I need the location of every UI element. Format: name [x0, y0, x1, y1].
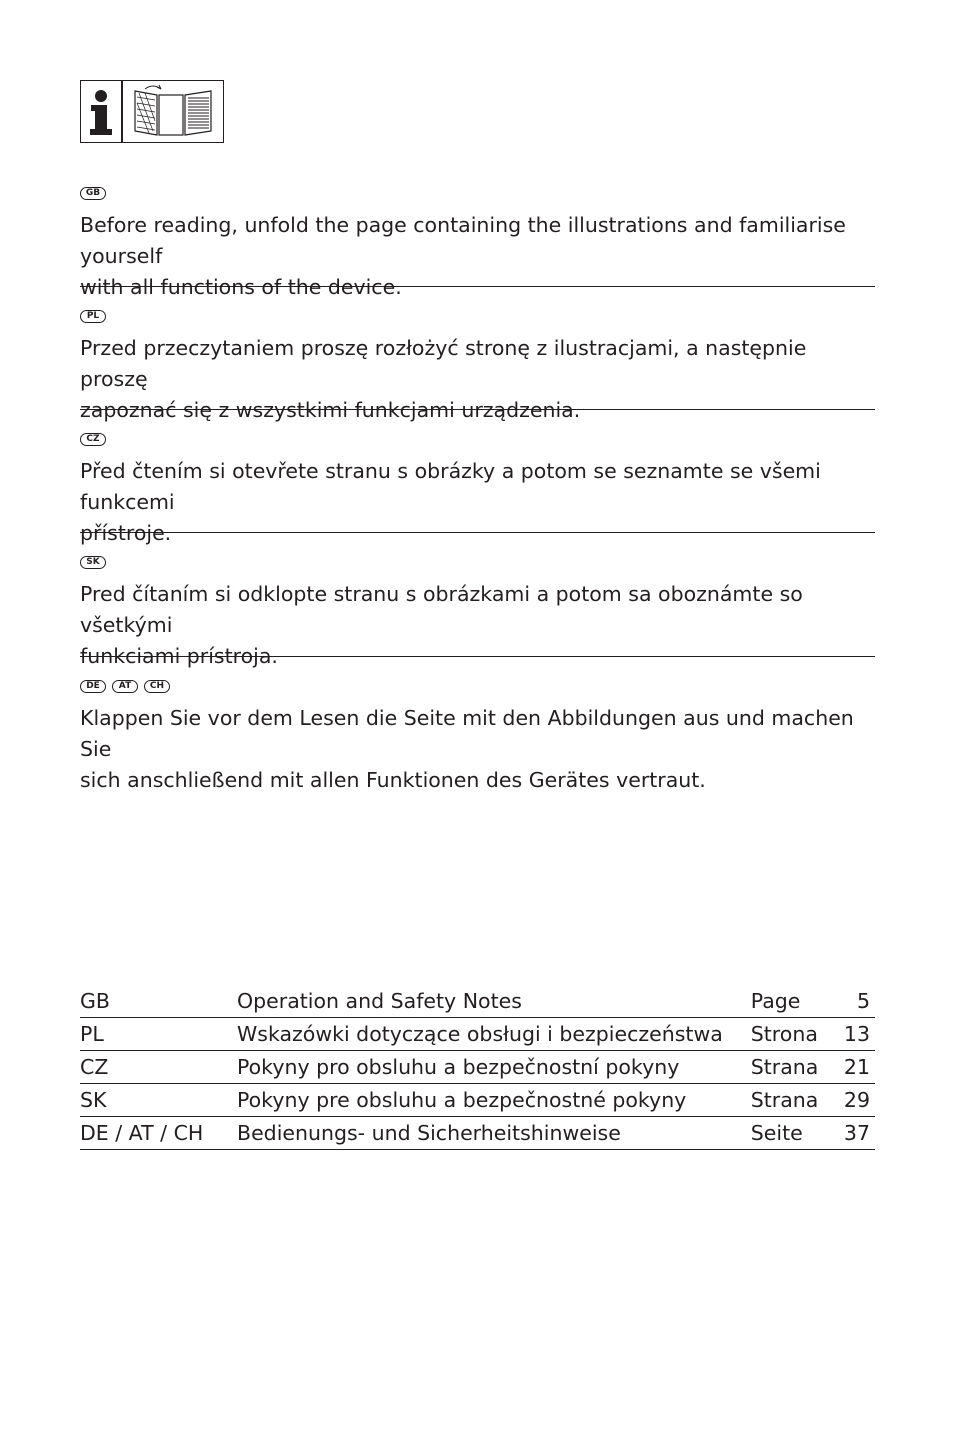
section-divider — [80, 656, 875, 657]
toc-row-cz[interactable] — [80, 1051, 875, 1084]
toc-page-label: Strana — [750, 1088, 819, 1112]
language-badge-cz: CZ — [80, 433, 106, 446]
toc-page-number: 37 — [843, 1121, 870, 1145]
toc-page-number: 13 — [843, 1022, 870, 1046]
language-badge-sk: SK — [80, 556, 106, 569]
language-badge-de: DE — [80, 680, 106, 693]
language-badge-at: AT — [112, 680, 138, 693]
instruction-text-de-at-ch: Klappen Sie vor dem Lesen die Seite mit den Abbildungen aus und machen Sie sich anschließend mit allen Funktionen des Gerätes vertraut. — [80, 706, 854, 792]
instruction-text-cz: Před čtením si otevřete stranu s obrázky a potom se seznamte se všemi funkcemi přístroje. — [80, 459, 821, 545]
instruction-text-sk: Pred čítaním si odklopte stranu s obrázkami a potom sa oboznámte so všetkými funkciami prístroja. — [80, 582, 803, 668]
language-badges — [80, 553, 875, 571]
section-divider — [80, 409, 875, 410]
toc-page-number: 29 — [843, 1088, 870, 1112]
info-unfold-icon-box — [80, 80, 224, 143]
toc-page-label: Strona — [750, 1022, 818, 1046]
toc-row-de-at-ch[interactable] — [80, 1117, 875, 1150]
instruction-text-gb: Before reading, unfold the page containing the illustrations and familiarise yourself with all functions of the device. — [80, 213, 846, 299]
instruction-text-pl: Przed przeczytaniem proszę rozłożyć stronę z ilustracjami, a następnie proszę zapoznać się z wszystkimi funkcjami urządzenia. — [80, 336, 807, 422]
table-of-contents — [80, 985, 875, 1150]
toc-title: Wskazówki dotyczące obsługi i bezpieczeństwa — [237, 1022, 723, 1046]
language-badges — [80, 184, 875, 202]
section-sk — [80, 553, 875, 672]
language-badges — [80, 677, 875, 695]
toc-page-label: Seite — [750, 1121, 803, 1145]
section-de-at-ch — [80, 677, 875, 796]
toc-language-code: SK — [80, 1088, 107, 1112]
language-badge-pl: PL — [80, 310, 106, 323]
language-badges — [80, 307, 875, 325]
toc-title: Pokyny pro obsluhu a bezpečnostní pokyny — [237, 1055, 680, 1079]
language-badges — [80, 430, 875, 448]
toc-title: Pokyny pre obsluhu a bezpečnostné pokyny — [237, 1088, 687, 1112]
toc-row-pl[interactable] — [80, 1018, 875, 1051]
toc-row-gb[interactable] — [80, 985, 875, 1018]
toc-language-code: GB — [80, 989, 110, 1013]
toc-page-number: 21 — [843, 1055, 870, 1079]
toc-language-code: DE / AT / CH — [80, 1121, 204, 1145]
toc-row-sk[interactable] — [80, 1084, 875, 1117]
language-badge-gb: GB — [80, 187, 106, 200]
toc-title: Operation and Safety Notes — [237, 989, 522, 1013]
section-divider — [80, 286, 875, 287]
section-divider — [80, 532, 875, 533]
toc-title: Bedienungs- und Sicherheitshinweise — [237, 1121, 621, 1145]
toc-page-number: 5 — [856, 989, 870, 1013]
info-i-icon — [81, 81, 121, 142]
toc-page-label: Page — [750, 989, 801, 1013]
toc-language-code: PL — [80, 1022, 104, 1046]
language-badge-ch: CH — [144, 680, 170, 693]
toc-language-code: CZ — [80, 1055, 109, 1079]
toc-page-label: Strana — [750, 1055, 819, 1079]
unfolding-book-icon — [123, 81, 223, 142]
